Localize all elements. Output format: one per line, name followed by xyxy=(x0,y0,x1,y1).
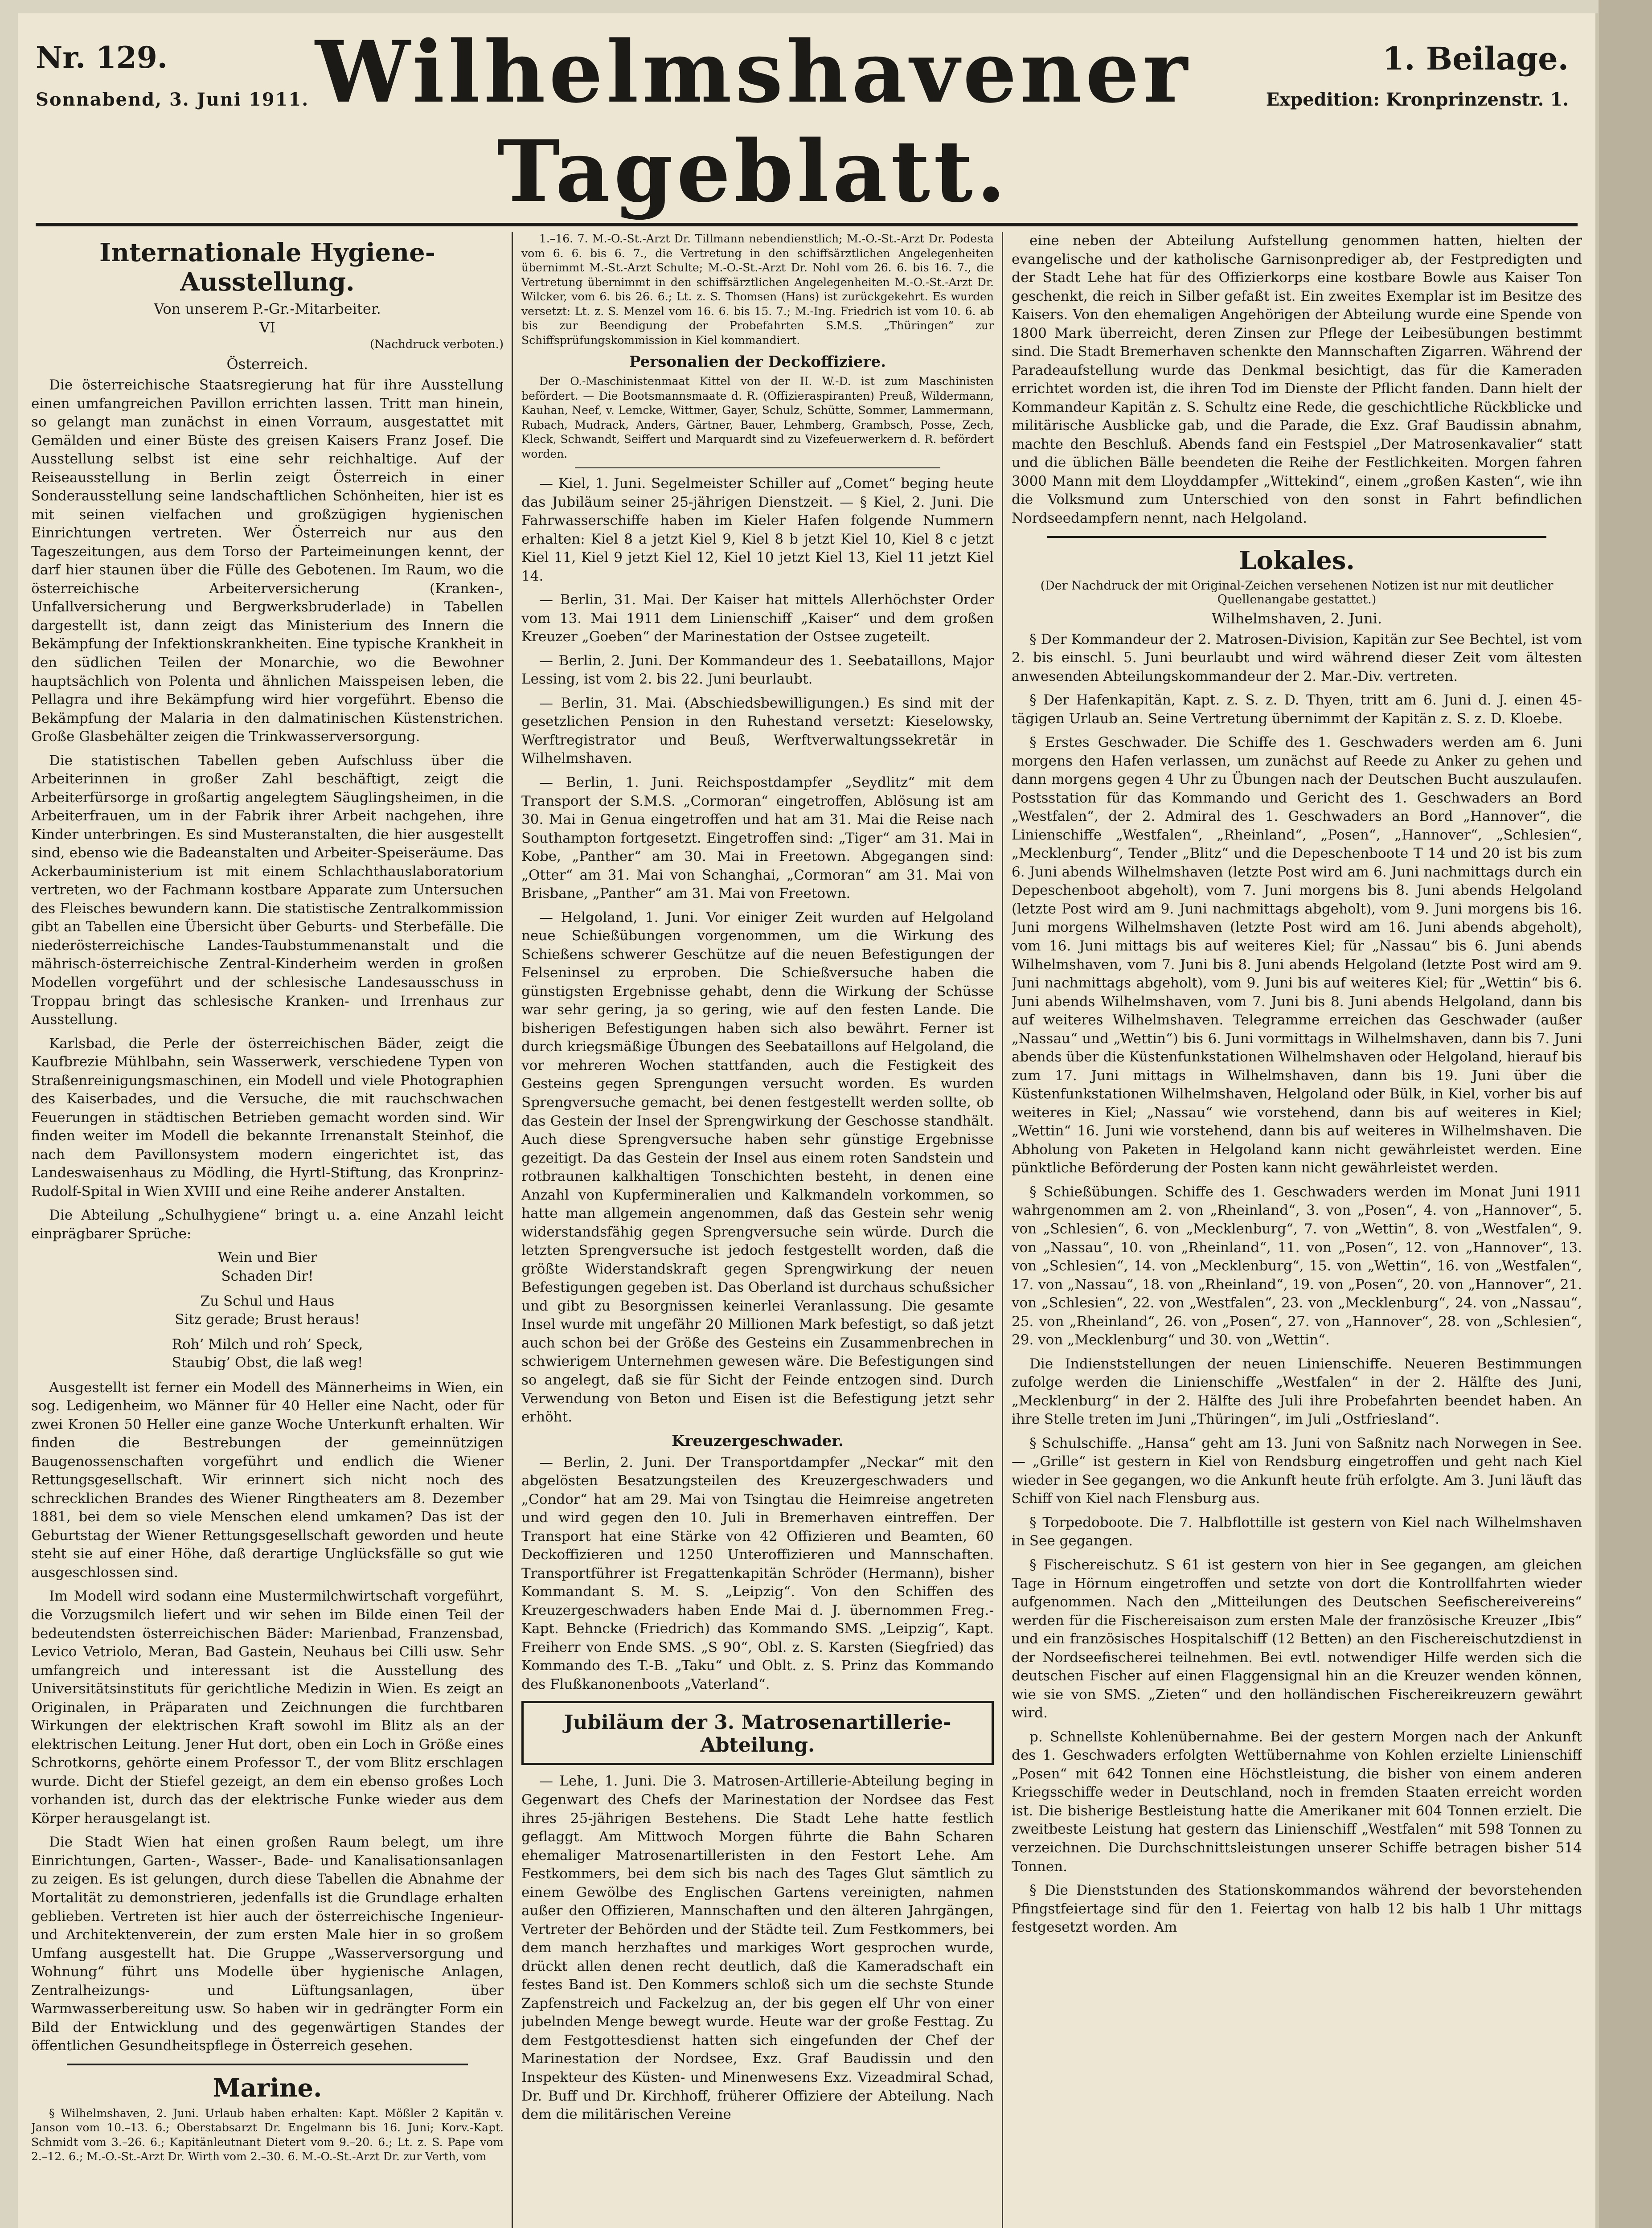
section-separator xyxy=(1047,536,1546,538)
issue-number: Nr. 129. xyxy=(36,40,168,75)
lokales-note: (Der Nachdruck der mit Original-Zeichen versehenen Notizen ist nur mit deutlicher Quellenangabe gestattet.) xyxy=(1040,578,1554,606)
lokales-dateline: Wilhelmshaven, 2. Juni. xyxy=(1211,610,1382,627)
lokales-headline: Lokales. xyxy=(1239,545,1355,575)
hygiene-part: VI xyxy=(259,319,275,336)
column-3 xyxy=(1012,232,1582,2228)
lokales-item: p. Schnellste Kohlenübernahme. Bei der gestern Morgen nach der Ankunft des 1. Geschwaders erfolgten Wettübernahme von Kohlen erzielte Linienschiff „Posen“ mit 642 Tonnen eine Höchstleistung, die bisher von einem anderen Kriegsschiffe weder in Deutschland, noch in fremden Staaten erreicht worden ist. Die bisherige Bestleistung hatte die Amerikaner mit 604 Tonnen erzielt. Die zweitbeste Leistung hat gestern das Linienschiff „Westfalen“ mit 598 Tonnen zu verzeichnen. Die Durchschnittsleistungen unserer Schiffe betragen bisher 514 Tonnen. xyxy=(1012,1728,1582,1875)
separator xyxy=(575,467,940,468)
hygiene-paragraph: Im Modell wird sodann eine Mustermilchwirtschaft vorgeführt, die Vorzugsmilch liefert und wir sehen im Bilde einen Teil der bedeutendsten österreichischen Bäder: Marienbad, Franzensbad, Levico Vetriolo, Meran, Bad Gastein, Neuhaus bei Cilli usw. Sehr umfangreich und interessant ist die Ausstellung des Universitätsinstituts für gerichtliche Medizin in Wien. Es zeigt an Originalen, in Präparaten und Zeichnungen die furchtbaren Wirkungen der elektrischen Kraft sowohl im Blitz als an der elektrischen Leitung. Jener Hut dort, oben ein Loch in Größe eines Schrotkorns, gehörte einem Professor T., der vom Blitz erschlagen wurde. Dicht der Stiefel gezeigt, an dem ein ebenso großes Loch vorhanden ist, durch das der elektrische Funke wieder aus dem Körper herausgelangt ist. xyxy=(31,1588,504,1827)
jubilaeum-continued: eine neben der Abteilung Aufstellung genommen hatten, hielten der evangelische und der katholische Garnisonprediger ab, der Festpredigten und der Stadt Lehe hat für des Offizierkorps eine kostbare Bowle aus Kaiser Ton geschenkt, die reich in Silber gefaßt ist. Ein zweites Exemplar ist im Besitze des Kaisers. Von den ehemaligen Angehörigen der Abteilung wurde eine Spende von 1800 Mark überreicht, deren Zinsen zur Pflege der Leibesübungen bestimmt sind. Die Stadt Bremerhaven schenkte den Mannschaften Zigarren. Während der Paradeaufstellung wurde das Denkmal besichtigt, das für die Kameraden errichtet worden ist, die ihren Tod im Dienste der Pflicht fanden. Dann hielt der Kommandeur Kapitän z. S. Schultz eine Rede, die geschichtliche Rückblicke und militärische Ausblicke gab, und die Parade, die Exz. Graf Baudissin abnahm, machte den Beschluß. Abends fand ein Festspiel „Der Matrosenkavalier“ statt und die üblichen Bälle beendeten die Reihe der Festlichkeiten. Morgen fahren 3000 Mann mit dem Lloyddampfer „Wittekind“, einem „großen Kasten“, wie ihn die Volksmund zum Unterschied von den sonst in Fahrt befindlichen Nordseedampfern nennt, nach Helgoland. xyxy=(1012,233,1582,526)
newspaper-title: Wilhelmshavener Tageblatt. xyxy=(315,22,1191,221)
expedition-address: Expedition: Kronprinzenstr. 1. xyxy=(1266,89,1569,110)
news-item: — Berlin, 2. Juni. Der Transportdampfer „Neckar“ mit den abgelösten Besatzungsteilen des Kreuzergeschwaders und „Condor“ hat am 29. Mai von Tsingtau die Heimreise angetreten und wird gegen den 10. Juli in Bremerhaven eintreffen. Der Transport hat eine Stärke von 42 Offizieren und Beamten, 60 Deckoffizieren und 1250 Unteroffizieren und Mannschaften. Transportführer ist Fregattenkapitän Schröder (Hermann), bisher Kommandant S. M. S. „Leipzig“. Von den Schiffen des Kreuzergeschwaders haben Ende Mai d. J. übernommen Freg.-Kapt. Behncke (Friedrich) das Kommando SMS. „Leipzig“, Kapt. Freiherr von Ende SMS. „S 90“, Obl. z. S. Karsten (Siegfried) das Kommando des T.-B. „Taku“ und Oblt. z. S. Prinz das Kommando des Flußkanonenboots „Vaterland“. xyxy=(521,1454,994,1692)
column-2 xyxy=(521,232,994,2228)
column-divider-2 xyxy=(1002,232,1003,2228)
hygiene-paragraph: Die statistischen Tabellen geben Aufschluss über die Arbeiterinnen in großer Zahl beschäftigt, zeigt die Arbeiterfürsorge in großartig angelegtem Säuglingsheimen, in die Arbeiterfrauen, um in der Fabrik ihrer Arbeit nachgehen, ihre Kinder unterbringen. Es sind Musteranstalten, die hier ausgestellt sind, ebenso wie die Badeanstalten und Arbeiter-Speiseräume. Das Ackerbauministerium ist mit einem Schlachthauslaboratorium vertreten, wo der Fachmann kostbare Apparate zum Untersuchen des Fleisches bewundern kann. Die statistische Zentralkommission gibt an Tabellen eine Übersicht über Geburts- und Sterbefälle. Die niederösterreichische Landes-Taubstummenanstalt und die mährisch-österreichische Zentral-Kinderheim werden in großen Modellen vorgeführt und der schlesische Landesausschuss in Troppau bringt das schlesische Kranken- und Irrenhaus zur Ausstellung. xyxy=(31,752,504,1028)
hygiene-paragraph: Die Stadt Wien hat einen großen Raum belegt, um ihre Einrichtungen, Garten-, Wasser-, Bade- und Kanalisationsanlagen zu zeigen. Es ist gelungen, durch diese Tabellen die Abnahme der Mortalität zu demonstrieren, jedenfalls ist die Grundlage erhalten geblieben. Vertreten ist hier auch der österreichische Ingenieur- und Architektenverein, der zum ersten Male hier in so großem Umfang ausgestellt hat. Die Gruppe „Wasserversorgung und Wohnung“ führt uns Modelle über hygienische Anlagen, Zentralheizungs- und Lüftungsanlagen, über Warmwasserbereitung usw. So haben wir in gedrängter Form ein Bild der Entwicklung und des gegenwärtigen Standes der öffentlichen Gesundheitspflege in Österreich gesehen. xyxy=(31,1834,504,2054)
verse: Zu Schul und Haus Sitz gerade; Brust heraus! xyxy=(175,1293,360,1328)
hygiene-copyright-note: (Nachdruck verboten.) xyxy=(370,338,504,351)
hygiene-paragraph: Die Abteilung „Schulhygiene“ bringt u. a. eine Anzahl leicht einprägbarer Sprüche: xyxy=(31,1207,504,1242)
news-item: — Kiel, 1. Juni. Segelmeister Schiller auf „Comet“ beging heute das Jubiläum seiner 25-jährigen Dienstzeit. — § Kiel, 2. Juni. Die Fahrwasserschiffe haben im Kieler Hafen folgende Nummern erhalten: Kiel 8 a jetzt Kiel 9, Kiel 8 b jetzt Kiel 10, Kiel 8 c jetzt Kiel 11, Kiel 9 jetzt Kiel 12, Kiel 10 jetzt Kiel 13, Kiel 11 jetzt Kiel 14. xyxy=(521,475,994,584)
column-1 xyxy=(31,232,504,2228)
marine-paragraph: § Wilhelmshaven, 2. Juni. Urlaub haben erhalten: Kapt. Mößler 2 Kapitän v. Janson vom 10.–13. 6.; Oberstabsarzt Dr. Engelmann bis 16. Juni; Korv.-Kapt. Schmidt vom 3.–26. 6.; Kapitänleutnant Dietert vom 9.–20. 6.; Lt. z. S. Pape vom 2.–12. 6.; M.-O.-St.-Arzt Dr. Wirth vom 2.–30. 6. M.-O.-St.-Arzt Dr. zur Verth, vom xyxy=(31,2106,504,2163)
page-edge xyxy=(1599,0,1652,2228)
lokales-item: § Der Hafenkapitän, Kapt. z. S. z. D. Thyen, tritt am 6. Juni d. J. einen 45-tägigen Urlaub an. Seine Vertretung übernimmt der Kapitän z. S. z. D. Kloebe. xyxy=(1012,692,1582,727)
personnel-headline: Personalien der Deckoffiziere. xyxy=(629,353,886,371)
hygiene-paragraph: Karlsbad, die Perle der österreichischen Bäder, zeigt die Kaufbrezie Mühlbahn, sein Wasserwerk, verschiedene Typen von Straßenreinigungsmaschinen, ein Modell und viele Photographien des Kaiserbades, und die Versuche, die mit rauchschwachen Feuerungen in städtischen Betrieben gemacht worden sind. Wir finden weiter im Modell die bekannte Irrenanstalt Steinhof, die nach dem Pavillonsystem modern eingerichtet ist, das Landeswaisenhaus zu Mödling, die Hyrtl-Stiftung, das Kronprinz-Rudolf-Spital in Wien XVIII und eine Reihe anderer Anstalten. xyxy=(31,1035,504,1200)
jubilaeum-box xyxy=(521,1701,994,1765)
lokales-item: § Der Kommandeur der 2. Matrosen-Division, Kapitän zur See Bechtel, ist vom 2. bis einschl. 5. Juni beurlaubt und wird während dieser Zeit vom ältesten anwesenden Abteilungskommandeur der 2. Mar.-Div. vertreten. xyxy=(1012,631,1582,684)
news-item: — Berlin, 31. Mai. (Abschiedsbewilligungen.) Es sind mit der gesetzlichen Pension in den Ruhestand versetzt: Kieselowsky, Werftregistrator und Beuß, Werftverwaltungssekretär in Wilhelmshaven. xyxy=(521,695,994,767)
verse: Roh’ Milch und roh’ Speck, Staubig’ Obst, die laß weg! xyxy=(172,1336,363,1371)
news-item: — Berlin, 2. Juni. Der Kommandeur des 1. Seebataillons, Major Lessing, ist vom 2. bis 22. Juni beurlaubt. xyxy=(521,652,994,688)
lokales-item: Die Indienststellungen der neuen Linienschiffe. Neueren Bestimmungen zufolge werden die Linienschiffe „Westfalen“ in der 2. Hälfte des Juni, „Mecklenburg“ in der 2. Hälfte des Juli ihre Probefahrten beendet haben. An ihre Stelle treten im Juni „Thüringen“, im Juli „Ostfriesland“. xyxy=(1012,1356,1582,1428)
section-separator xyxy=(67,2064,468,2065)
lokales-item: § Erstes Geschwader. Die Schiffe des 1. Geschwaders werden am 6. Juni morgens den Hafen verlassen, um zunächst auf Reede zu Anker zu gehen und dann morgens gegen 4 Uhr zu Übungen nach der Deutschen Bucht auszulaufen. Postsstation für das Kommando und Gericht des 1. Geschwaders an Bord „Westfalen“, der 2. Admiral des 1. Geschwaders an Bord „Hannover“, die Linienschiffe „Westfalen“, „Rheinland“, „Posen“, „Hannover“, „Schlesien“, „Mecklenburg“, Tender „Blitz“ und die Depeschenboote T 14 und 20 ist bis zum 6. Juni abends Wilhelmshaven (letzte Post wird am 6. Juni nachmittags durch ein Depeschenboot abgeholt), vom 7. Juni morgens bis 8. Juni abends Helgoland (letzte Post wird am 9. Juni nachmittags abgeholt), vom 9. Juni morgens bis 16. Juni morgens Wilhelmshaven (letzte Post wird am 16. Juni abends abgeholt), vom 16. Juni mittags bis auf weiteres Kiel; für „Nassau“ bis 6. Juni abends Wilhelmshaven, vom 7. Juni bis 8. Juni abends Helgoland (letzte Post wird am 9. Juni nachmittags abgeholt), vom 9. Juni bis auf weiteres Kiel; für „Wettin“ bis 6. Juni abends Wilhelmshaven, vom 7. Juni bis 8. Juni abends Helgoland, dann bis auf weiteres Wilhelmshaven. Telegramme erreichen das Geschwader (außer „Nassau“ und „Wettin“) bis 6. Juni vormittags in Wilhelmshaven, dann bis 7. Juni abends über die Küstenfunkstationen Wilhelmshaven oder Helgoland, hierauf bis zum 17. Juni mittags in Wilhelmshaven, dann bis 19. Juni über die Küstenfunkstationen Wilhelmshaven, Helgoland oder Bülk, in Kiel, vorher bis auf weiteres in Kiel; „Nassau“ wie vorstehend, dann bis auf weiteres in Kiel; „Wettin“ 16. Juni wie vorstehend, dann bis auf weiteres in Wilhelmshaven. Die Abholung von Paketen in Helgoland kann nicht gewährleistet werden. Eine pünktliche Beförderung der Posten kann nicht gewährleistet werden. xyxy=(1012,734,1582,1176)
newspaper-page xyxy=(18,13,1595,2228)
news-item: — Berlin, 31. Mai. Der Kaiser hat mittels Allerhöchster Order vom 13. Mai 1911 dem Linienschiff „Kaiser“ und dem großen Kreuzer „Goeben“ der Marinestation der Ostsee zugeteilt. xyxy=(521,592,994,645)
jubilaeum-paragraph: — Lehe, 1. Juni. Die 3. Matrosen-Artillerie-Abteilung beging in Gegenwart des Chefs der Marinestation der Nordsee das Fest ihres 25-jährigen Bestehens. Die Stadt Lehe hatte festlich geflaggt. Am Mittwoch Morgen führte die Bahn Scharen ehemaliger Matrosenartilleristen in den Festort Lehe. Am Festkommers, bei dem sich bis nach des Tages Glut sämtlich zu einem Gewölbe des Englischen Gartens vereinigten, nahmen außer den Offizieren, Mannschaften und den älteren Jahrgängen, Vertreter der Behörden und der Städte teil. Zum Festkommers, bei dem manch herzhaftes und markiges Wort gesprochen wurde, drückt allen denen recht deutlich, daß die Kameradschaft ein festes Band ist. Den Kommers schloß sich um die sechste Stunde Zapfenstreich und Fackelzug an, der bis gegen elf Uhr von einer jubelnden Menge bewegt wurde. Heute war der große Festtag. Zu dem Festgottesdienst hatten sich eingefunden der Chef der Marinestation der Nordsee, Exz. Graf Baudissin und den Inspekteur des Küsten- und Minenwesens Exz. Vizeadmiral Schad, Dr. Buff und Dr. Kirchhoff, früherer Offiziere der Abteilung. Nach dem die militärischen Vereine xyxy=(521,1773,994,2123)
hygiene-headline: Internationale Hygiene-Ausstellung. xyxy=(99,238,435,297)
lokales-item: § Torpedoboote. Die 7. Halbflottille ist gestern von Kiel nach Wilhelmshaven in See gegangen. xyxy=(1012,1514,1582,1549)
supplement-label: 1. Beilage. xyxy=(1382,40,1569,77)
news-item: — Helgoland, 1. Juni. Vor einiger Zeit wurden auf Helgoland neue Schießübungen vorgenommen, um die Wirkung des Schießens schwerer Geschütze auf die neuen Befestigungen der Felseninsel zu erproben. Die Schießversuche haben die günstigsten Ergebnisse gehabt, denn die Wirkung der Schüsse war sehr gering, ja so gering, wie auf den festen Lande. Die bisherigen Befestigungen haben sich also bewährt. Ferner ist durch kriegsmäßige Übungen des Seebataillons auf Helgoland, die vor mehreren Wochen stattfanden, auch die Festigkeit des Gesteins gegen Sprengungen versucht worden. Es wurden Sprengversuche gemacht, bei denen festgestellt werden sollte, ob das Gestein der Insel der Sprengwirkung der Geschosse standhält. Auch diese Sprengversuche haben sehr günstige Ergebnisse gezeitigt. Da das Gestein der Insel aus einem roten Sandstein und rotbraunen kalkhaltigen Tonschichten besteht, in denen eine Anzahl von Kupfermineralien und Kalkmandeln vorkommen, so hatte man allgemein angenommen, daß das Gestein sehr wenig widerstandsfähig gegen Sprengversuche sein würde. Durch die letzten Sprengversuche ist jedoch festgestellt worden, daß die größte Widerstandskraft gegen Sprengwirkung der neuen Befestigungen gegeben ist. Das Oberland ist durchaus schußsicher und gibt zu Besorgnissen keinerlei Veranlassung. Die gesamte Insel wurde mit ungefähr 20 Millionen Mark befestigt, so daß jetzt auch schon bei der Größe des Gesteins ein Zusammenbrechen in schwierigem Unternehmen gewesen wäre. Die Befestigungen sind so angelegt, daß sie für Sicht der Feinde entzogen sind. Durch Verwendung von Beton und Eisen ist die Befestigung jetzt sehr erhöht. xyxy=(521,909,994,1425)
lokales-item: § Schießübungen. Schiffe des 1. Geschwaders werden im Monat Juni 1911 wahrgenommen am 2. von „Rheinland“, 3. von „Posen“, 4. von „Hannover“, 5. von „Schlesien“, 6. von „Mecklenburg“, 7. von „Wettin“, 8. von „Westfalen“, 9. von „Nassau“, 10. von „Rheinland“, 11. von „Posen“, 12. von „Hannover“, 13. von „Schlesien“, 14. von „Mecklenburg“, 15. von „Wettin“, 16. von „Westfalen“, 17. von „Nassau“, 18. von „Rheinland“, 19. von „Posen“, 20. von „Hannover“, 21. von „Schlesien“, 22. von „Westfalen“, 23. von „Mecklenburg“, 24. von „Nassau“, 25. von „Rheinland“, 26. von „Posen“, 27. von „Hannover“, 28. von „Schlesien“, 29. von „Mecklenburg“ und 30. von „Wettin“. xyxy=(1012,1184,1582,1348)
hygiene-byline: Von unserem P.-Gr.-Mitarbeiter. xyxy=(154,300,381,317)
hygiene-paragraph: Ausgestellt ist ferner ein Modell des Männerheims in Wien, ein sog. Ledigenheim, wo Männer für 40 Heller eine Nacht, oder für zwei Kronen 50 Heller eine ganze Woche Unterkunft erhalten. Wir finden die Bestrebungen der gemeinnützigen Baugenossenschaften vorgeführt und endlich die Wiener Rettungsgesellschaft. Wir erinnert sich nicht noch des schrecklichen Brandes des Wiener Ringtheaters am 8. Dezember 1881, bei dem so viele Menschen elend umkamen? Das ist der Geburtstag der Wiener Rettungsgesellschaft geworden und heute steht sie auf einer Höhe, daß derartige Unglücksfälle so gut wie ausgeschlossen sind. xyxy=(31,1379,504,1581)
verse: Wein und Bier Schaden Dir! xyxy=(217,1249,317,1284)
issue-date: Sonnabend, 3. Juni 1911. xyxy=(36,89,309,110)
masthead-rule xyxy=(36,223,1578,226)
masthead xyxy=(36,22,1578,232)
news-item: — Berlin, 1. Juni. Reichspostdampfer „Seydlitz“ mit dem Transport der S.M.S. „Cormoran“ eingetroffen, Ablösung ist am 30. Mai in Genua eingetroffen und hat am 31. Mai die Reise nach Southampton fortgesetzt. Eingetroffen sind: „Tiger“ am 31. Mai in Kobe, „Panther“ am 30. Mai in Freetown. Abgegangen sind: „Otter“ am 31. Mai von Schanghai, „Cormoran“ am 31. Mai von Brisbane, „Panther“ am 31. Mai von Freetown. xyxy=(521,774,994,902)
hygiene-paragraph: Die österreichische Staatsregierung hat für ihre Ausstellung einen umfangreichen Pavillon errichten lassen. Tritt man hinein, so gelangt man zunächst in einen Vorraum, ausgestattet mit Gemälden und einer Büste des greisen Kaisers Franz Josef. Die Ausstellung selbst ist eine sehr reichhaltige. Auf der Reiseausstellung in Berlin zeigt Österreich in einer Sonderausstellung seine landschaftlichen Schönheiten, hier ist es mit seinen vielfachen und großzügigen hygienischen Einrichtungen vertreten. Wer Österreich nur aus den Tageszeitungen, aus dem Torso der Parteimeinungen kennt, der darf hier staunen über die Fülle des Gebotenen. Im Raum, wo die österreichische Arbeiterversicherung (Kranken-, Unfallversicherung und Bergwerksbruderlade) in Tabellen dargestellt ist, dann zeigt das Ministerium des Innern die Bekämpfung der Infektionskrankheiten. Eine typische Krankheit in den südlichen Teilen der Monarchie, wo die Bewohner hauptsächlich von Polenta und ähnlichen Maisspeisen leben, die Pellagra und ihre Bekämpfung wird hier vorgeführt. Ebenso die Bekämpfung der Malaria in den dalmatinischen Küstenstrichen. Große Glasbehälter zeigen die Trinkwasserversorgung. xyxy=(31,377,504,745)
lokales-item: § Die Dienststunden des Stationskommandos während der bevorstehenden Pfingstfeiertage sind für den 1. Feiertag von halb 12 bis halb 1 Uhr mittags festgesetzt worden. Am xyxy=(1012,1882,1582,1936)
column-divider-1 xyxy=(512,232,513,2228)
kreuzer-headline: Kreuzergeschwader. xyxy=(672,1432,844,1450)
marine-headline: Marine. xyxy=(213,2073,322,2103)
jubilaeum-headline: Jubiläum der 3. Matrosenartillerie-Abteilung. xyxy=(564,1711,951,1757)
personnel-paragraph: Der O.-Maschinistenmaat Kittel von der II. W.-D. ist zum Maschinisten befördert. — Die Bootsmannsmaate d. R. (Offizieraspiranten) Preuß, Wildermann, Kauhan, Neef, v. Lemcke, Wittmer, Gayer, Schulz, Schütte, Sommer, Lammermann, Rubach, Mudrack, Anders, Gärtner, Bauer, Lehmberg, Grambsch, Posse, Zech, Kleck, Schwandt, Seiffert und Marquardt sind zu Vizefeuerwerkern d. R. befördert worden. xyxy=(521,375,994,460)
hygiene-country: Österreich. xyxy=(226,356,308,373)
marine-continued: 1.–16. 7. M.-O.-St.-Arzt Dr. Tillmann nebendienstlich; M.-O.-St.-Arzt Dr. Podesta vom 6. 6. bis 6. 7., die Vertretung in den schiffsärztlichen Angelegenheiten übernimmt M.-St.-Arzt Schulte; M.-O.-St.-Arzt Dr. Nohl vom 26. 6. bis 16. 7., die Vertretung übernimmt in den schiffsärztlichen Angelegenheiten M.-O.-St.-Arzt Dr. Wilcker, vom 6. bis 26. 6.; Lt. z. S. Thomsen (Hans) ist zurückgekehrt. Es wurden versetzt: Lt. z. S. Menzel vom 16. 6. bis 15. 7.; M.-Ing. Friedrich ist vom 10. 6. ab bis zur Beendigung der Probefahrten S.M.S. „Thüringen“ zur Schiffsprüfungskommission in Kiel kommandiert. xyxy=(521,232,994,347)
lokales-item: § Fischereischutz. S 61 ist gestern von hier in See gegangen, am gleichen Tage in Hörnum eingetroffen und setzte von dort die Kontrollfahrten wieder aufgenommen. Nach den „Mitteilungen des Deutschen Seefischereivereins“ werden für die Fischereisaison zum ersten Male der französische Kreuzer „Ibis“ und ein französisches Hospitalschiff (12 Betten) an den Fischereischutzdienst in der Nordseefischerei teilnehmen. Bei evtl. notwendiger Hilfe werden sich die deutschen Fischer auf einen Flaggensignal hin an die Kreuzer wenden können, wie sie von SMS. „Zieten“ und den holländischen Fischereikreuzern gewährt wird. xyxy=(1012,1557,1582,1721)
lokales-item: § Schulschiffe. „Hansa“ geht am 13. Juni von Saßnitz nach Norwegen in See. — „Grille“ ist gestern in Kiel von Rendsburg eingetroffen und geht nach Kiel wieder in See gegangen, wo die Ankunft heute früh erfolgte. Am 3. Juni läuft das Schiff von Kiel nach Flensburg aus. xyxy=(1012,1435,1582,1507)
